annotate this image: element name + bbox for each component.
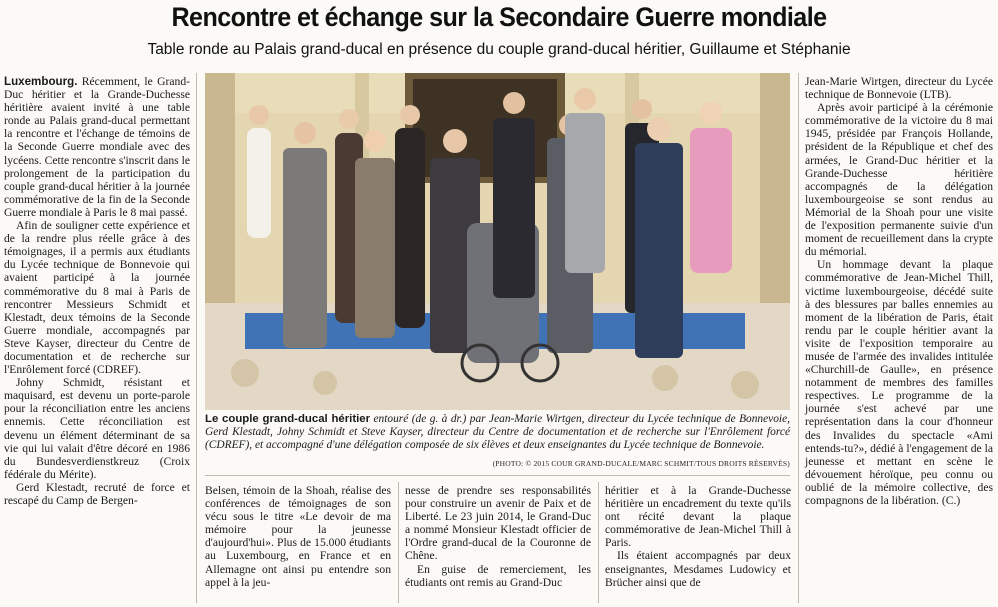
col2-para-1: Belsen, témoin de la Shoah, réalise des conférences de témoignages de son vécu sous le titre «Le devoir de ma mémoire pour la jeunesse d'aujourd'hui». Plus de 15.000 étudiants au Luxembourg, en France et en Allemagne ont ainsi pu entendre son appel à la jeu- [205,484,391,589]
column-1 [4,75,190,507]
col5-para-3-text: Un hommage devant la plaque commémorative de Jean-Michel Thill, victime luxembourgeoise, décédé suite à des blessures par balles ennemies au moment de la libération de Paris, était rendu par le couple héritier avant la visite de l'exposition temporaire au musée de l'armée des invalides intitulée «Churchill-de Gaulle», en présence notamment de membres des familles respectives. Le programme de la journée s'est achevé par une représentation dans la cour d'honneur des Invalides du spectacle «Ami entends-tu?», dédié à l'engagement de la jeunesse et mettant en scène le dévouement héroïque, peu connu ou oublié de la mémoire collective, des compagnons de la libération. [805,258,993,507]
subheadline: Table ronde au Palais grand-ducal en présence du couple grand-ducal héritier, Guillaume et Stéphanie [147,41,851,58]
col4-para-2: Ils étaient accompagnés par deux enseignantes, Mesdames Ludowicy et Brücher ainsi que de [605,549,791,589]
column-3 [405,484,591,589]
group-photo [205,73,790,410]
column-2 [205,484,391,589]
column-divider [798,73,799,603]
photo-credit: (PHOTO: © 2015 COUR GRAND-DUCALE/MARC SCHMIT/TOUS DROITS RÉSERVÉS) [492,459,790,468]
col4-para-1: héritier et à la Grande-Duchesse héritière un encadrement du texte qu'ils ont récité devant la plaque commémorative de Jean-Michel Thill à Paris. [605,484,791,550]
col5-para-2: Après avoir participé à la cérémonie commémorative de la victoire du 8 mai 1945, présidée par François Hollande, président de la République et chef des armées, le Grand-Duc héritier et la Grande-Duchesse héritière accompagnés de la délégation luxembourgeoise se sont rendus au Mémorial de la Shoah pour une visite de l'exposition permanente suivie d'un moment de recueillement dans la crypte du mémorial. [805,101,993,259]
author-signature: (C.) [941,494,961,507]
headline: Rencontre et échange sur la Secondaire Guerre mondiale [171,2,827,32]
col1-para-2: Afin de souligner cette expérience et de la rendre plus réelle grâce à des témoignages, il a permis aux étudiants du Lycée technique de Bonnevoie qui avaient participé à la journée commémorative du 8 mai à Paris de rencontrer Messieurs Schmidt et Klestadt, deux témoins de la Seconde Guerre mondiale, accompagnés par Steve Kayser, directeur du Centre de documentation et de recherche sur l'Enrôlement forcé (CDREF). [4,219,190,377]
caption-lead: Le couple grand-ducal héritier [205,413,371,425]
dateline: Luxembourg. [4,75,78,88]
col5-para-1: Jean-Marie Wirtgen, directeur du Lycée technique de Bonnevoie (LTB). [805,75,993,102]
column-divider [196,73,197,603]
column-4 [605,484,791,589]
col3-para-1: nesse de prendre ses responsabilités pour construire un avenir de Paix et de Liberté. Le 23 juin 2014, le Grand-Duc a nommé Monsieur Klestadt officier de l'Ordre grand-ducal de la Couronne de Chêne. [405,484,591,563]
col5-para-3 [805,258,993,507]
col3-para-2: En guise de remerciement, les étudiants ont remis au Grand-Duc [405,562,591,589]
col1-para-4: Gerd Klestadt, recruté de force et rescapé du Camp de Bergen- [4,480,190,507]
column-divider [398,482,399,603]
column-divider [598,482,599,603]
caption-rule [205,475,790,476]
column-5 [805,75,993,507]
photo-caption [205,413,790,452]
caption-text: entouré (de g. à dr.) par Jean-Marie Wirtgen, directeur du Lycée technique de Bonnevoie, Gerd Klestadt, Johny Schmidt et Steve Kayser, directeur du Centre de documentation et de recherche sur l'Enrôlement forcé (CDREF), et accompagné d'une délégation composée de six élèves et deux enseignantes du Lycée technique de Bonnevoie. [205,413,790,451]
group-photo-illustration [205,73,790,410]
col1-para-1: Récemment, le Grand-Duc héritier et la Grande-Duchesse héritière avaient invité à une table ronde au Palais grand-ducal permettant la rencontre et l'échange de témoins de la Seconde Guerre mondiale avec des lycéens. Cette rencontre s'inscrit dans le prolongement de la participation du couple grand-ducal héritier à la journée commémorative de la fin de la Seconde Guerre mondiale à Paris le 8 mai passé. [4,75,190,219]
col1-para-3: Johny Schmidt, résistant et maquisard, est devenu un porte-parole pour la réconciliation entre les anciens ennemis. Cette réconciliation est devenu un élément déterminant de sa vie qui lui valait d'être décoré en 1986 du Bundesverdienstkreuz (Croix fédérale du Mérite). [4,376,190,481]
